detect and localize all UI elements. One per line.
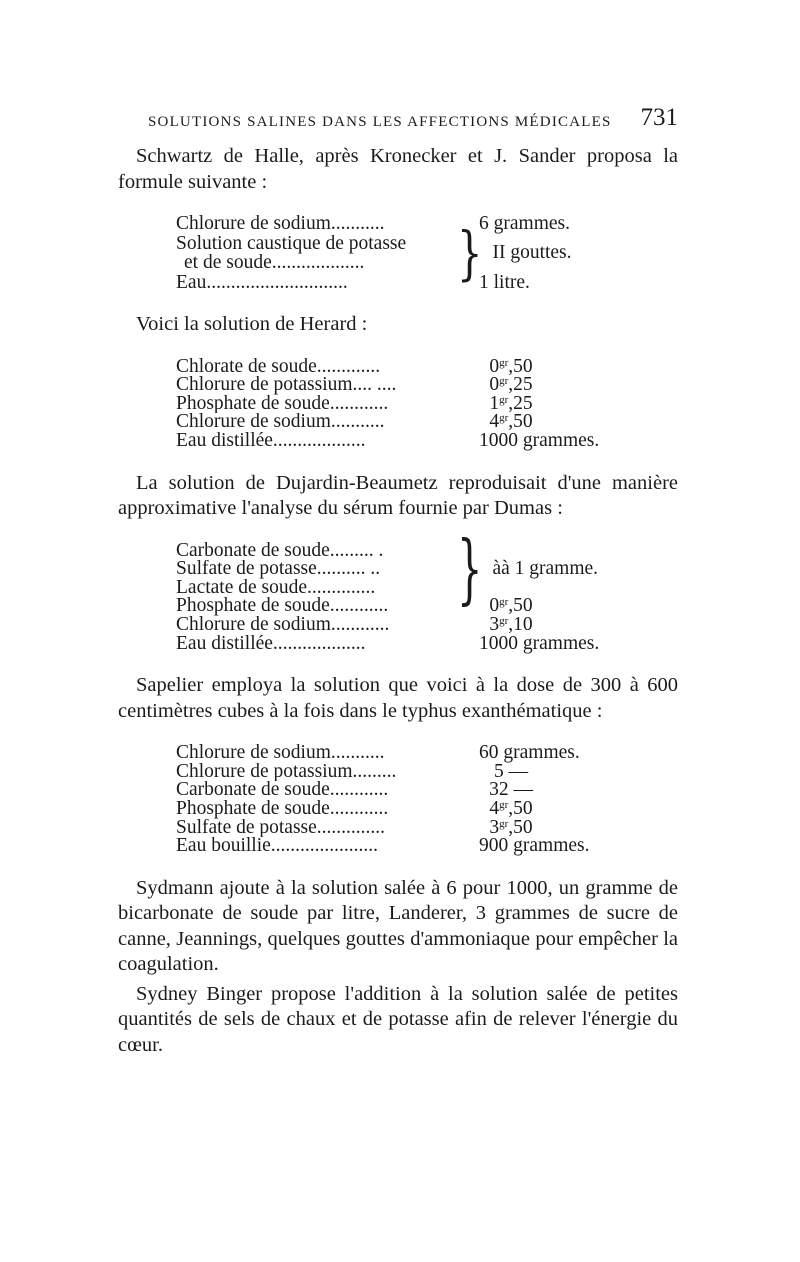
running-header <box>118 98 678 132</box>
brace-icon: } <box>457 220 483 287</box>
recipe-row <box>176 376 626 395</box>
ingredient-name: Eau bouillie...................... <box>176 837 379 856</box>
ingredient-name: Eau............................. <box>176 273 348 293</box>
ingredient-name: Chlorure de sodium........... <box>176 413 385 433</box>
ingredient-qty: 60 grammes. <box>479 742 580 764</box>
running-title: SOLUTIONS SALINES DANS LES AFFECTIONS MÉDICALES <box>148 114 612 130</box>
ingredient-qty: $3^{gr},10$ <box>489 614 533 636</box>
ingredient-qty: 1 litre. <box>479 271 530 293</box>
ingredient-name: Phosphate de soude............ <box>176 800 389 819</box>
ingredient-name: Chlorure de sodium........... <box>176 215 385 234</box>
ingredient-qty: $0^{gr},50$ <box>489 355 533 377</box>
ingredient-qty: 900 grammes. <box>479 835 590 857</box>
ingredient-name: Carbonate de soude......... . <box>176 541 384 561</box>
ingredient-name: Lactate de soude.............. <box>176 578 376 598</box>
ingredient-qty: 32 — <box>489 779 533 801</box>
recipe-row <box>176 760 626 782</box>
intro-paragraph-3: La solution de Dujardin-Beaumetz reproduisait d'une manière approximative l'analyse du sérum fournie par Dumas : <box>118 471 678 520</box>
intro-paragraph-2: Voici la solution de Herard : <box>136 313 368 336</box>
ingredient-qty: 1000 grammes. <box>479 632 600 654</box>
ingredient-name: Solution caustique de potasse <box>176 235 407 254</box>
ingredient-name: Chlorate de soude............. <box>176 357 381 377</box>
ingredient-qty: àà 1 gramme. <box>492 558 599 580</box>
ingredient-qty: $0^{gr},25$ <box>489 374 533 396</box>
intro-paragraph-1: Schwartz de Halle, après Kronecker et J. Sander proposa la formule suivante : <box>118 145 678 193</box>
recipe-row <box>176 837 626 856</box>
ingredient-qty: 5 — <box>493 760 529 782</box>
ingredient-name: Sulfate de potasse.............. <box>176 818 386 838</box>
ingredient-name: Phosphate de soude............ <box>176 597 389 617</box>
ingredient-qty: $4^{gr},50$ <box>489 411 533 433</box>
ingredient-name: Eau distillée................... <box>176 432 366 451</box>
recipe-row <box>176 632 626 654</box>
recipe-row <box>176 392 626 414</box>
ingredient-name: Chlorure de sodium........... <box>176 744 385 763</box>
recipe-row <box>176 355 626 377</box>
recipe-row <box>176 432 626 451</box>
ingredient-qty: $0^{gr},50$ <box>489 595 533 617</box>
recipe-row <box>176 616 626 635</box>
book-page <box>118 98 678 1058</box>
ingredient-name: Sulfate de potasse.......... .. <box>176 560 381 579</box>
ingredient-name: Chlorure de sodium............ <box>176 616 390 635</box>
paragraph-binger: Sydney Binger propose l'addition à la solution salée de petites quantités de sels de chaux et de potasse afin de relever l'énergie du cœur. <box>118 982 678 1056</box>
intro-paragraph-4: Sapelier employa la solution que voici à la dose de 300 à 600 centimètres cubes à la fois dans le typhus exanthématique : <box>118 674 678 722</box>
recipe-sapelier <box>176 744 626 856</box>
recipe-row <box>176 781 626 800</box>
ingredient-qty: $1^{gr},25$ <box>489 392 533 414</box>
ingredient-name-continued: et de soude................... <box>184 253 365 273</box>
paragraph-sydmann: Sydmann ajoute à la solution salée à 6 pour 1000, un gramme de bicarbonate de soude par litre, Landerer, 3 grammes de sucre de canne, Jeannings, quelques gouttes d'ammoniaque pour empêcher la coagulation. <box>118 876 678 976</box>
recipe-row <box>176 271 626 293</box>
ingredient-qty: $3^{gr},50$ <box>489 816 533 838</box>
ingredient-name: Carbonate de soude............ <box>176 781 389 800</box>
ingredient-name: Phosphate de soude............ <box>176 394 389 414</box>
ingredient-qty: $4^{gr},50$ <box>489 798 533 819</box>
recipe-row <box>176 215 626 234</box>
recipe-row <box>176 597 626 616</box>
recipe-row <box>176 744 626 763</box>
ingredient-name: Eau distillée................... <box>176 634 366 654</box>
ingredient-name: Chlorure de potassium......... <box>176 762 397 782</box>
page-number: 731 <box>640 104 678 131</box>
ingredient-qty: II gouttes. <box>492 242 572 264</box>
recipe-dujardin-beaumetz <box>176 525 626 654</box>
recipe-schwartz <box>176 215 626 292</box>
ingredient-qty: 6 grammes. <box>479 213 570 234</box>
recipe-row <box>176 800 626 819</box>
recipe-herard <box>176 355 626 452</box>
brace-icon: } <box>457 525 483 614</box>
ingredient-name: Chlorure de potassium.... .... <box>176 376 397 395</box>
ingredient-qty: 1000 grammes. <box>479 430 600 452</box>
